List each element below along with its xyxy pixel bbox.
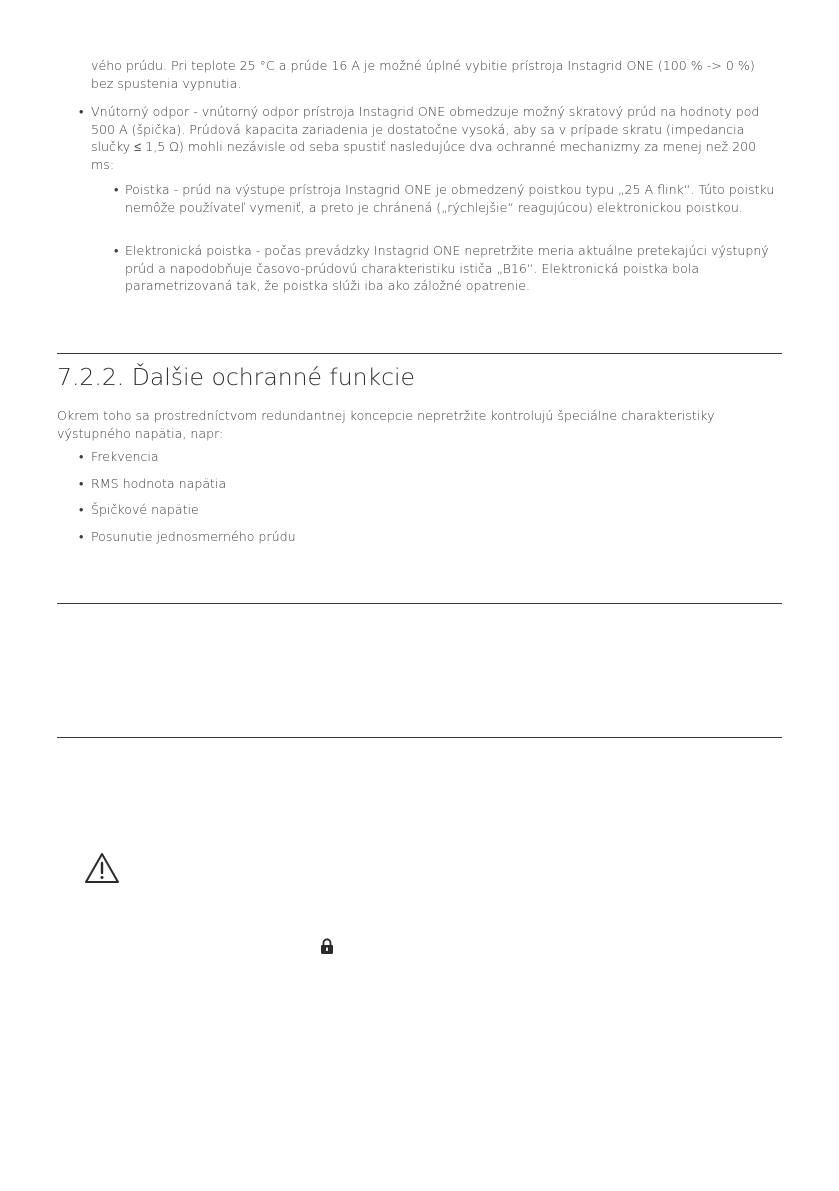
section-title: 7.2.2. Ďalšie ochranné funkcie (57, 363, 416, 391)
section-intro: Okrem toho sa prostredníctvom redundantnej koncepcie nepretržite kontrolujú špeciálne charakteristiky výstupného napätia, napr: (57, 408, 715, 441)
bullet-marker: • (79, 529, 84, 544)
list-item-frequency: Frekvencia (91, 449, 159, 464)
divider-rule (57, 737, 782, 738)
lock-icon (320, 938, 334, 955)
list-item-dc-offset: Posunutie jednosmerného prúdu (91, 529, 296, 544)
bullet-marker: • (79, 449, 84, 464)
bullet-marker: • (114, 243, 119, 258)
bullet-marker: • (114, 182, 119, 197)
internal-resistance-item: Vnútorný odpor - vnútorný odpor prístroja Instagrid ONE obmedzuje možný skratový prúd na hodnoty pod 500 A (špička). Prúdová kapacita zariadenia je dostatočne vysoká, aby sa v prípade skratu (impedancia slučky ≤ 1,5 Ω) mohli nezávisle od seba spustiť nasledujúce dva ochranné mechanizmy za menej než 200 ms: (91, 104, 760, 173)
section-rule (57, 353, 782, 354)
electronic-fuse-subitem: Elektronická poistka - počas prevádzky Instagrid ONE nepretržite meria aktuálne pretekajúci výstupný prúd a napodobňuje časovo-prúdovú charakteristiku ističa „B16“. Elektronická poistka bola parametrizovaná tak, že poistka slúži iba ako záložné opatrenie. (125, 243, 769, 294)
list-item-rms: RMS hodnota napätia (91, 476, 227, 491)
bullet-marker: • (79, 104, 84, 119)
continuation-paragraph: vého prúdu. Pri teplote 25 °C a prúde 16 A je možné úplné vybitie prístroja Instagrid ONE (100 % -> 0 %) bez spustenia vypnutia. (91, 58, 755, 91)
divider-rule (57, 603, 782, 604)
bullet-marker: • (79, 476, 84, 491)
bullet-marker: • (79, 502, 84, 517)
list-item-peak-voltage: Špičkové napätie (91, 502, 199, 517)
warning-triangle-icon (84, 852, 120, 884)
fuse-subitem: Poistka - prúd na výstupe prístroja Instagrid ONE je obmedzený poistkou typu „25 A flink“. Túto poistku nemôže používateľ vymeniť, a preto je chránená („rýchlejšie“ reagujúcou) elektronickou poistkou. (125, 182, 775, 215)
